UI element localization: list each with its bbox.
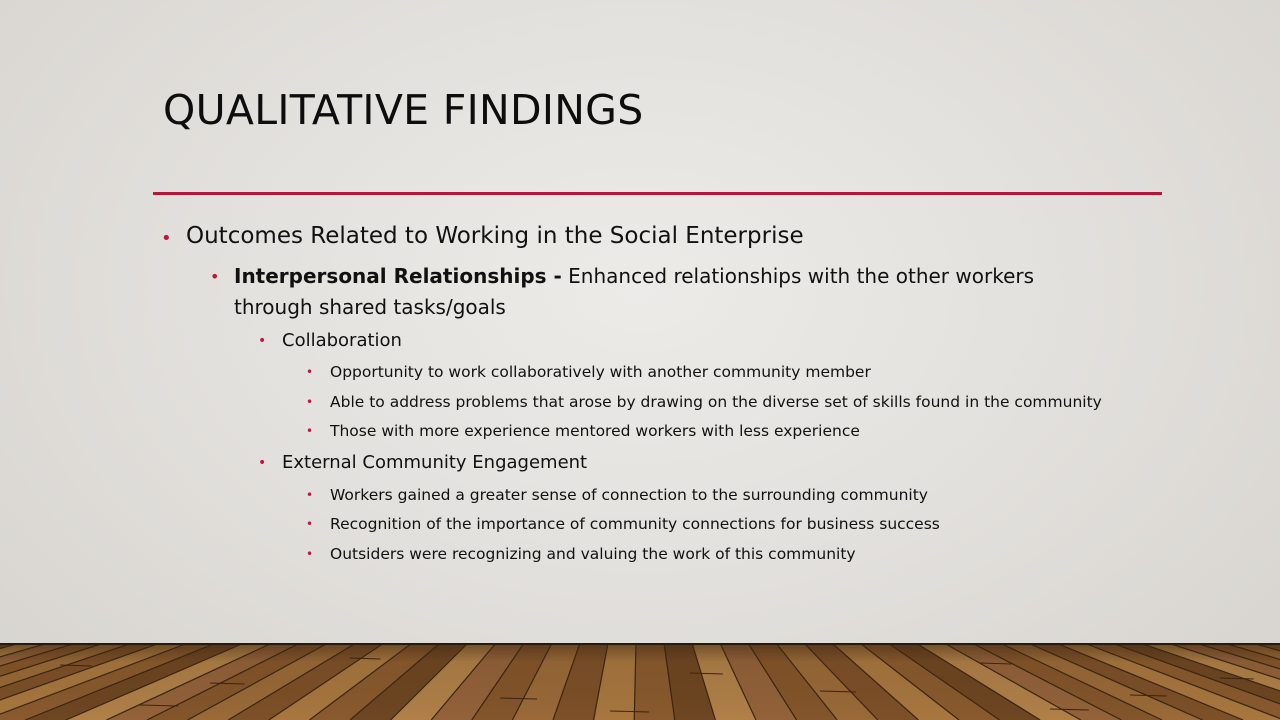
bullet-icon: • [258, 333, 267, 349]
interpersonal-label: Interpersonal Relationships - [234, 264, 562, 288]
bullet-icon: • [306, 488, 314, 502]
bullet-icon: • [306, 365, 314, 379]
bullet-icon: • [306, 395, 314, 409]
bullet-icon: • [258, 455, 267, 471]
interpersonal-text [234, 261, 1114, 323]
external-engagement-point-text: Outsiders were recognizing and valuing the work of this community [330, 545, 856, 563]
collaboration-heading: Collaboration [282, 330, 402, 351]
external-engagement-point-text: Workers gained a greater sense of connection to the surrounding community [330, 486, 928, 504]
bullet-icon: • [210, 267, 220, 286]
wood-floor-image [0, 643, 1280, 720]
collaboration-point-text: Those with more experience mentored workers with less experience [330, 422, 860, 440]
bullet-icon: • [306, 517, 314, 531]
slide-title: QUALITATIVE FINDINGS [163, 86, 644, 134]
outcomes-heading: Outcomes Related to Working in the Social Enterprise [186, 223, 804, 249]
bullet-icon: • [306, 547, 314, 561]
title-divider [153, 192, 1162, 195]
bullet-icon: • [306, 424, 314, 438]
external-engagement-point-text: Recognition of the importance of community connections for business success [330, 515, 940, 533]
collaboration-point-text: Opportunity to work collaboratively with another community member [330, 363, 871, 381]
wood-floor-graphic [0, 643, 1280, 720]
bullet-icon: • [161, 228, 172, 249]
external-engagement-heading: External Community Engagement [282, 452, 588, 473]
collaboration-point-text: Able to address problems that arose by drawing on the diverse set of skills found in the community [330, 393, 1102, 411]
interpersonal-description: Enhanced relationships with the other workers through shared tasks/goals [234, 264, 1035, 319]
